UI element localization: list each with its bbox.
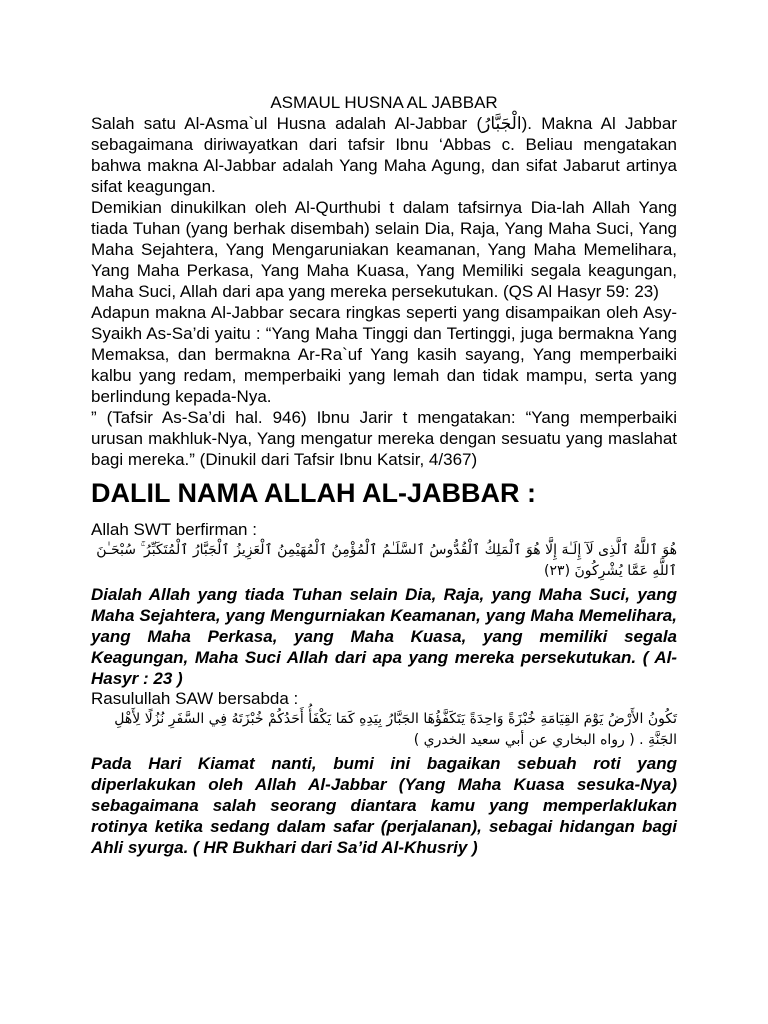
hadith-translation: Pada Hari Kiamat nanti, bumi ini bagaikan sebuah roti yang diperlakukan oleh Allah Al-Jabbar (Yang Maha Kuasa sesuka-Nya) sebagaimana salah seorang diantara kamu yang memperlaklukan rotinya ketika sedang dalam safar (perjalanan), sebagai hidangan bagi Ahli syurga. ( HR Bukhari dari Sa’id Al-Khusriy ): [91, 754, 677, 857]
paragraph-definition: Salah satu Al-Asma`ul Husna adalah Al-Jabbar (الْجَبَّارُ). Makna Al Jabbar sebagaimana diriwayatkan dari tafsir Ibnu ‘Abbas c. Beliau mengatakan bahwa makna Al-Jabbar adalah Yang Maha Agung, dan sifat Jabarut artinya sifat keagungan.: [91, 114, 677, 196]
hadith-arabic-text: تَكُونُ الأَرْضُ يَوْمَ القِيَامَةِ خُبْزَةً وَاحِدَةً يَتَكَفَّؤُهَا الجَبَّارُ بِيَدِهِ كَمَا يَكْفَأُ أَحَدُكُمْ خُبْزَتَهُ فِي السَّفَرِ نُزُلًا لِأَهْلِ الجَنَّةِ . ( رواه البخاري عن أبي سعيد الخدري ): [114, 711, 677, 748]
paragraph-qurthubi: Demikian dinukilkan oleh Al-Qurthubi t dalam tafsirnya Dia-lah Allah Yang tiada Tuhan (yang berhak disembah) selain Dia, Raja, Yang Maha Suci, Yang Maha Sejahtera, Yang Mengaruniakan keamanan, Yang Maha Memelihara, Yang Maha Perkasa, Yang Maha Kuasa, Yang Memiliki segala keagungan, Maha Suci, Allah dari apa yang mereka persekutukan. (QS Al Hasyr 59: 23): [91, 198, 677, 301]
quran-translation: Dialah Allah yang tiada Tuhan selain Dia, Raja, yang Maha Suci, yang Maha Sejahtera, yang Mengurniakan Keamanan, yang Maha Memelihara, yang Maha Perkasa, yang Maha Kuasa, yang memiliki segala Keagungan, Maha Suci Allah dari apa yang mereka persekutukan. ( Al-Hasyr : 23 ): [91, 585, 677, 688]
document-title: ASMAUL HUSNA AL JABBAR: [270, 93, 498, 112]
hadith-intro: Rasulullah SAW bersabda :: [91, 689, 299, 708]
paragraph-ibnu-jarir: ” (Tafsir As-Sa’di hal. 946) Ibnu Jarir t mengatakan: “Yang memperbaiki urusan makhluk-Nya, Yang mengatur mereka dengan sesuatu yang maslahat bagi mereka.” (Dinukil dari Tafsir Ibnu Katsir, 4/367): [91, 408, 677, 469]
quran-intro: Allah SWT berfirman :: [91, 520, 257, 539]
dalil-heading: DALIL NAMA ALLAH AL-JABBAR :: [91, 478, 536, 508]
quran-arabic-verse: هُوَ ٱللَّهُ ٱلَّذِى لَآ إِلَـٰهَ إِلَّا هُوَ ٱلْمَلِكُ ٱلْقُدُّوسُ ٱلسَّلَـٰمُ ٱلْمُؤْمِنُ ٱلْمُهَيْمِنُ ٱلْعَزِيزُ ٱلْجَبَّارُ ٱلْمُتَكَبِّرُ ۚ سُبْحَـٰنَ ٱللَّهِ عَمَّا يُشْرِكُونَ (٢٣): [96, 542, 677, 579]
paragraph-sadi: Adapun makna Al-Jabbar secara ringkas seperti yang disampaikan oleh Asy-Syaikh As-Sa’di yaitu : “Yang Maha Tinggi dan Tertinggi, juga bermakna Yang Memaksa, dan bermakna Ar-Ra`uf Yang kasih sayang, Yang memperbaiki kalbu yang redam, memperbaiki yang lemah dan tidak mampu, serta yang berlindung kepada-Nya.: [91, 303, 677, 406]
